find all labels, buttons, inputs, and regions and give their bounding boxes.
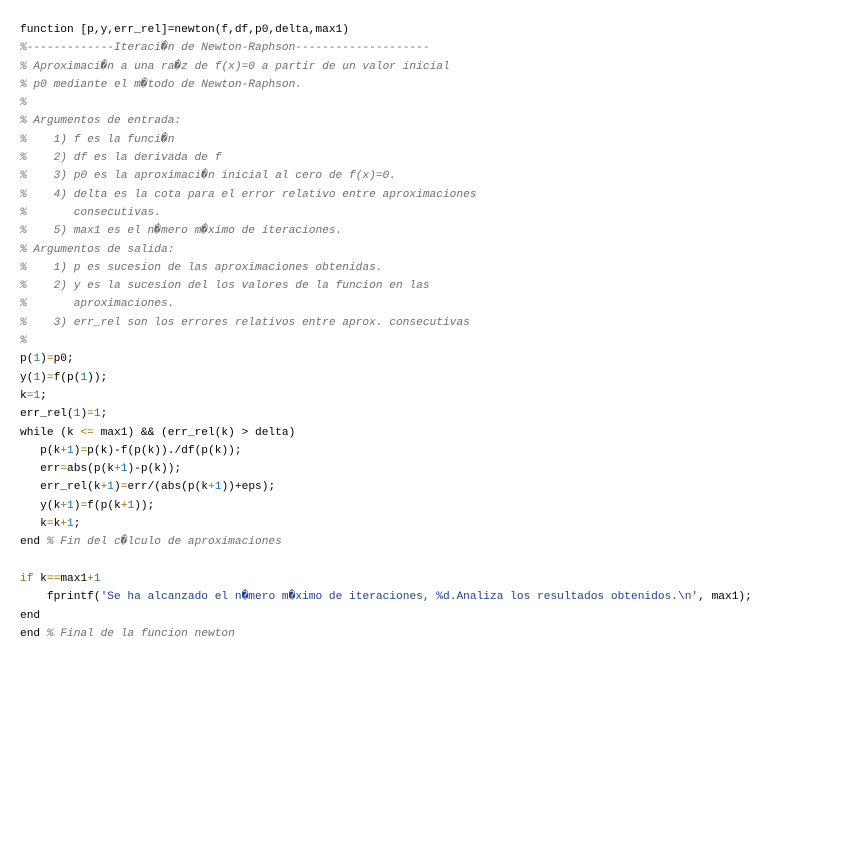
code-text: while (k bbox=[20, 426, 81, 439]
code-operator: = bbox=[46, 371, 54, 384]
code-text: err_rel(k bbox=[20, 481, 101, 494]
code-text: ) bbox=[80, 408, 88, 421]
code-number: 1 bbox=[67, 518, 74, 531]
code-text: max1) && (err_rel(k) > delta) bbox=[93, 426, 296, 439]
code-line bbox=[20, 204, 752, 222]
code-number: 1 bbox=[80, 371, 88, 384]
code-text: p(k)-f(p(k))./df(p(k)); bbox=[87, 444, 242, 457]
code-text: k bbox=[53, 518, 61, 531]
code-text: k bbox=[20, 518, 47, 531]
code-text: ; bbox=[100, 408, 108, 421]
code-number: 1 bbox=[127, 499, 135, 512]
code-line bbox=[20, 387, 752, 405]
code-operator: + bbox=[120, 499, 128, 512]
code-number: 1 bbox=[93, 572, 101, 585]
code-line bbox=[20, 350, 752, 368]
code-text: err_rel( bbox=[20, 408, 74, 421]
code-text: y( bbox=[20, 371, 34, 384]
code-text: )-p(k)); bbox=[127, 463, 182, 476]
code-line bbox=[20, 94, 752, 112]
code-number: 1 bbox=[214, 481, 222, 494]
code-operator: + bbox=[208, 481, 215, 494]
code-operator: == bbox=[46, 572, 61, 585]
code-line bbox=[20, 149, 752, 167]
code-operator: + bbox=[60, 499, 68, 512]
code-comment: % Argumentos de salida: bbox=[20, 243, 175, 256]
code-text: )); bbox=[87, 371, 108, 384]
code-operator: + bbox=[87, 572, 94, 585]
code-text: max1 bbox=[60, 572, 88, 585]
code-text: err/(abs(p(k bbox=[127, 481, 209, 494]
code-text: y(k bbox=[20, 499, 61, 512]
code-number: 1 bbox=[33, 353, 41, 366]
code-number: 1 bbox=[33, 389, 41, 402]
code-text: p0; bbox=[53, 353, 74, 366]
code-text: ) bbox=[114, 481, 121, 494]
code-text: ) bbox=[73, 444, 81, 457]
code-comment: % Fin del c�lculo de aproximaciones bbox=[46, 536, 282, 549]
code-text: f(p( bbox=[53, 371, 81, 384]
code-line bbox=[20, 625, 752, 643]
code-operator: + bbox=[60, 518, 68, 531]
code-text: ; bbox=[40, 389, 47, 402]
code-text: ))+eps); bbox=[221, 481, 276, 494]
code-comment: % aproximaciones. bbox=[20, 298, 175, 311]
code-operator: <= bbox=[80, 426, 94, 439]
code-text: , max1); bbox=[698, 591, 752, 604]
code-comment: % Final de la funcion newton bbox=[46, 627, 235, 640]
code-text: f(p(k bbox=[87, 499, 121, 512]
code-operator: = bbox=[87, 408, 94, 421]
code-line bbox=[20, 369, 752, 387]
code-number: 1 bbox=[93, 408, 101, 421]
code-line bbox=[20, 515, 752, 533]
code-number: 1 bbox=[67, 499, 74, 512]
code-line bbox=[20, 186, 752, 204]
code-number: 1 bbox=[33, 371, 41, 384]
code-line bbox=[20, 588, 752, 606]
code-line bbox=[20, 222, 752, 240]
code-text: fprintf( bbox=[20, 591, 101, 604]
code-line bbox=[20, 442, 752, 460]
code-operator: = bbox=[26, 389, 34, 402]
code-line bbox=[20, 332, 752, 350]
code-text: p(k bbox=[20, 444, 61, 457]
code-line bbox=[20, 460, 752, 478]
code-number: 1 bbox=[120, 463, 128, 476]
code-operator: + bbox=[114, 463, 121, 476]
code-line bbox=[20, 167, 752, 185]
code-text: k bbox=[33, 572, 47, 585]
code-operator: = bbox=[80, 499, 88, 512]
code-comment: % Aproximaci�n a una ra�z de f(x)=0 a partir de un valor inicial bbox=[20, 60, 450, 73]
code-comment: % p0 mediante el m�todo de Newton-Raphson. bbox=[20, 78, 302, 91]
code-text: err bbox=[20, 463, 61, 476]
code-text: end bbox=[20, 536, 47, 549]
code-number: 1 bbox=[73, 408, 81, 421]
code-operator: + bbox=[100, 481, 108, 494]
code-line bbox=[20, 21, 752, 39]
code-text: ; bbox=[73, 518, 81, 531]
code-line bbox=[20, 76, 752, 94]
code-text: end bbox=[20, 627, 47, 640]
code-line bbox=[20, 533, 752, 551]
code-comment: % 3) err_rel son los errores relativos entre aprox. consecutivas bbox=[20, 316, 470, 329]
code-comment: % 2) df es la derivada de f bbox=[20, 152, 222, 165]
code-text: ) bbox=[73, 499, 81, 512]
code-comment: % 1) p es sucesion de las aproximaciones obtenidas. bbox=[20, 261, 383, 274]
code-line bbox=[20, 58, 752, 76]
code-line bbox=[20, 39, 752, 57]
code-line bbox=[20, 424, 752, 442]
code-operator: = bbox=[46, 518, 54, 531]
code-comment: % Argumentos de entrada: bbox=[20, 115, 182, 128]
code-operator: = bbox=[80, 444, 88, 457]
code-line bbox=[20, 570, 752, 588]
code-operator: = bbox=[60, 463, 68, 476]
code-line bbox=[20, 277, 752, 295]
code-comment: % bbox=[20, 335, 27, 348]
code-line bbox=[20, 497, 752, 515]
code-line bbox=[20, 478, 752, 496]
code-text: ) bbox=[40, 353, 47, 366]
code-text: ) bbox=[40, 371, 47, 384]
code-number: 1 bbox=[67, 444, 74, 457]
code-comment: % 2) y es la sucesion del los valores de la funcion en las bbox=[20, 280, 430, 293]
code-comment: % 1) f es la funci�n bbox=[20, 133, 175, 146]
code-comment: %-------------Iteraci�n de Newton-Raphson-------------------- bbox=[20, 42, 430, 55]
code-line bbox=[20, 607, 752, 625]
code-line bbox=[20, 405, 752, 423]
code-comment: % bbox=[20, 97, 27, 110]
code-comment: % 4) delta es la cota para el error relativo entre aproximaciones bbox=[20, 188, 477, 201]
code-text: )); bbox=[134, 499, 155, 512]
code-operator: + bbox=[60, 444, 68, 457]
code-operator: = bbox=[46, 353, 54, 366]
code-line bbox=[20, 131, 752, 149]
code-text: end bbox=[20, 609, 41, 622]
code-line bbox=[20, 552, 752, 570]
code-text: p( bbox=[20, 353, 34, 366]
code-number: 1 bbox=[107, 481, 115, 494]
code-editor[interactable] bbox=[20, 21, 752, 643]
code-comment: % 5) max1 es el n�mero m�ximo de iteraciones. bbox=[20, 225, 343, 238]
code-line bbox=[20, 241, 752, 259]
code-line bbox=[20, 259, 752, 277]
code-comment: % 3) p0 es la aproximaci�n inicial al cero de f(x)=0. bbox=[20, 170, 396, 183]
code-keyword: if bbox=[20, 572, 34, 585]
code-operator: = bbox=[120, 481, 128, 494]
code-text: abs(p(k bbox=[67, 463, 115, 476]
code-text: function [p,y,err_rel]=newton(f,df,p0,delta,max1) bbox=[20, 24, 349, 36]
code-string: 'Se ha alcanzado el n�mero m�ximo de iteraciones, %d.Analiza los resultados obtenidos.\n' bbox=[100, 591, 699, 604]
code-comment: % consecutivas. bbox=[20, 206, 161, 219]
code-text: k bbox=[20, 389, 27, 402]
code-line bbox=[20, 112, 752, 130]
code-line bbox=[20, 314, 752, 332]
code-line bbox=[20, 295, 752, 313]
